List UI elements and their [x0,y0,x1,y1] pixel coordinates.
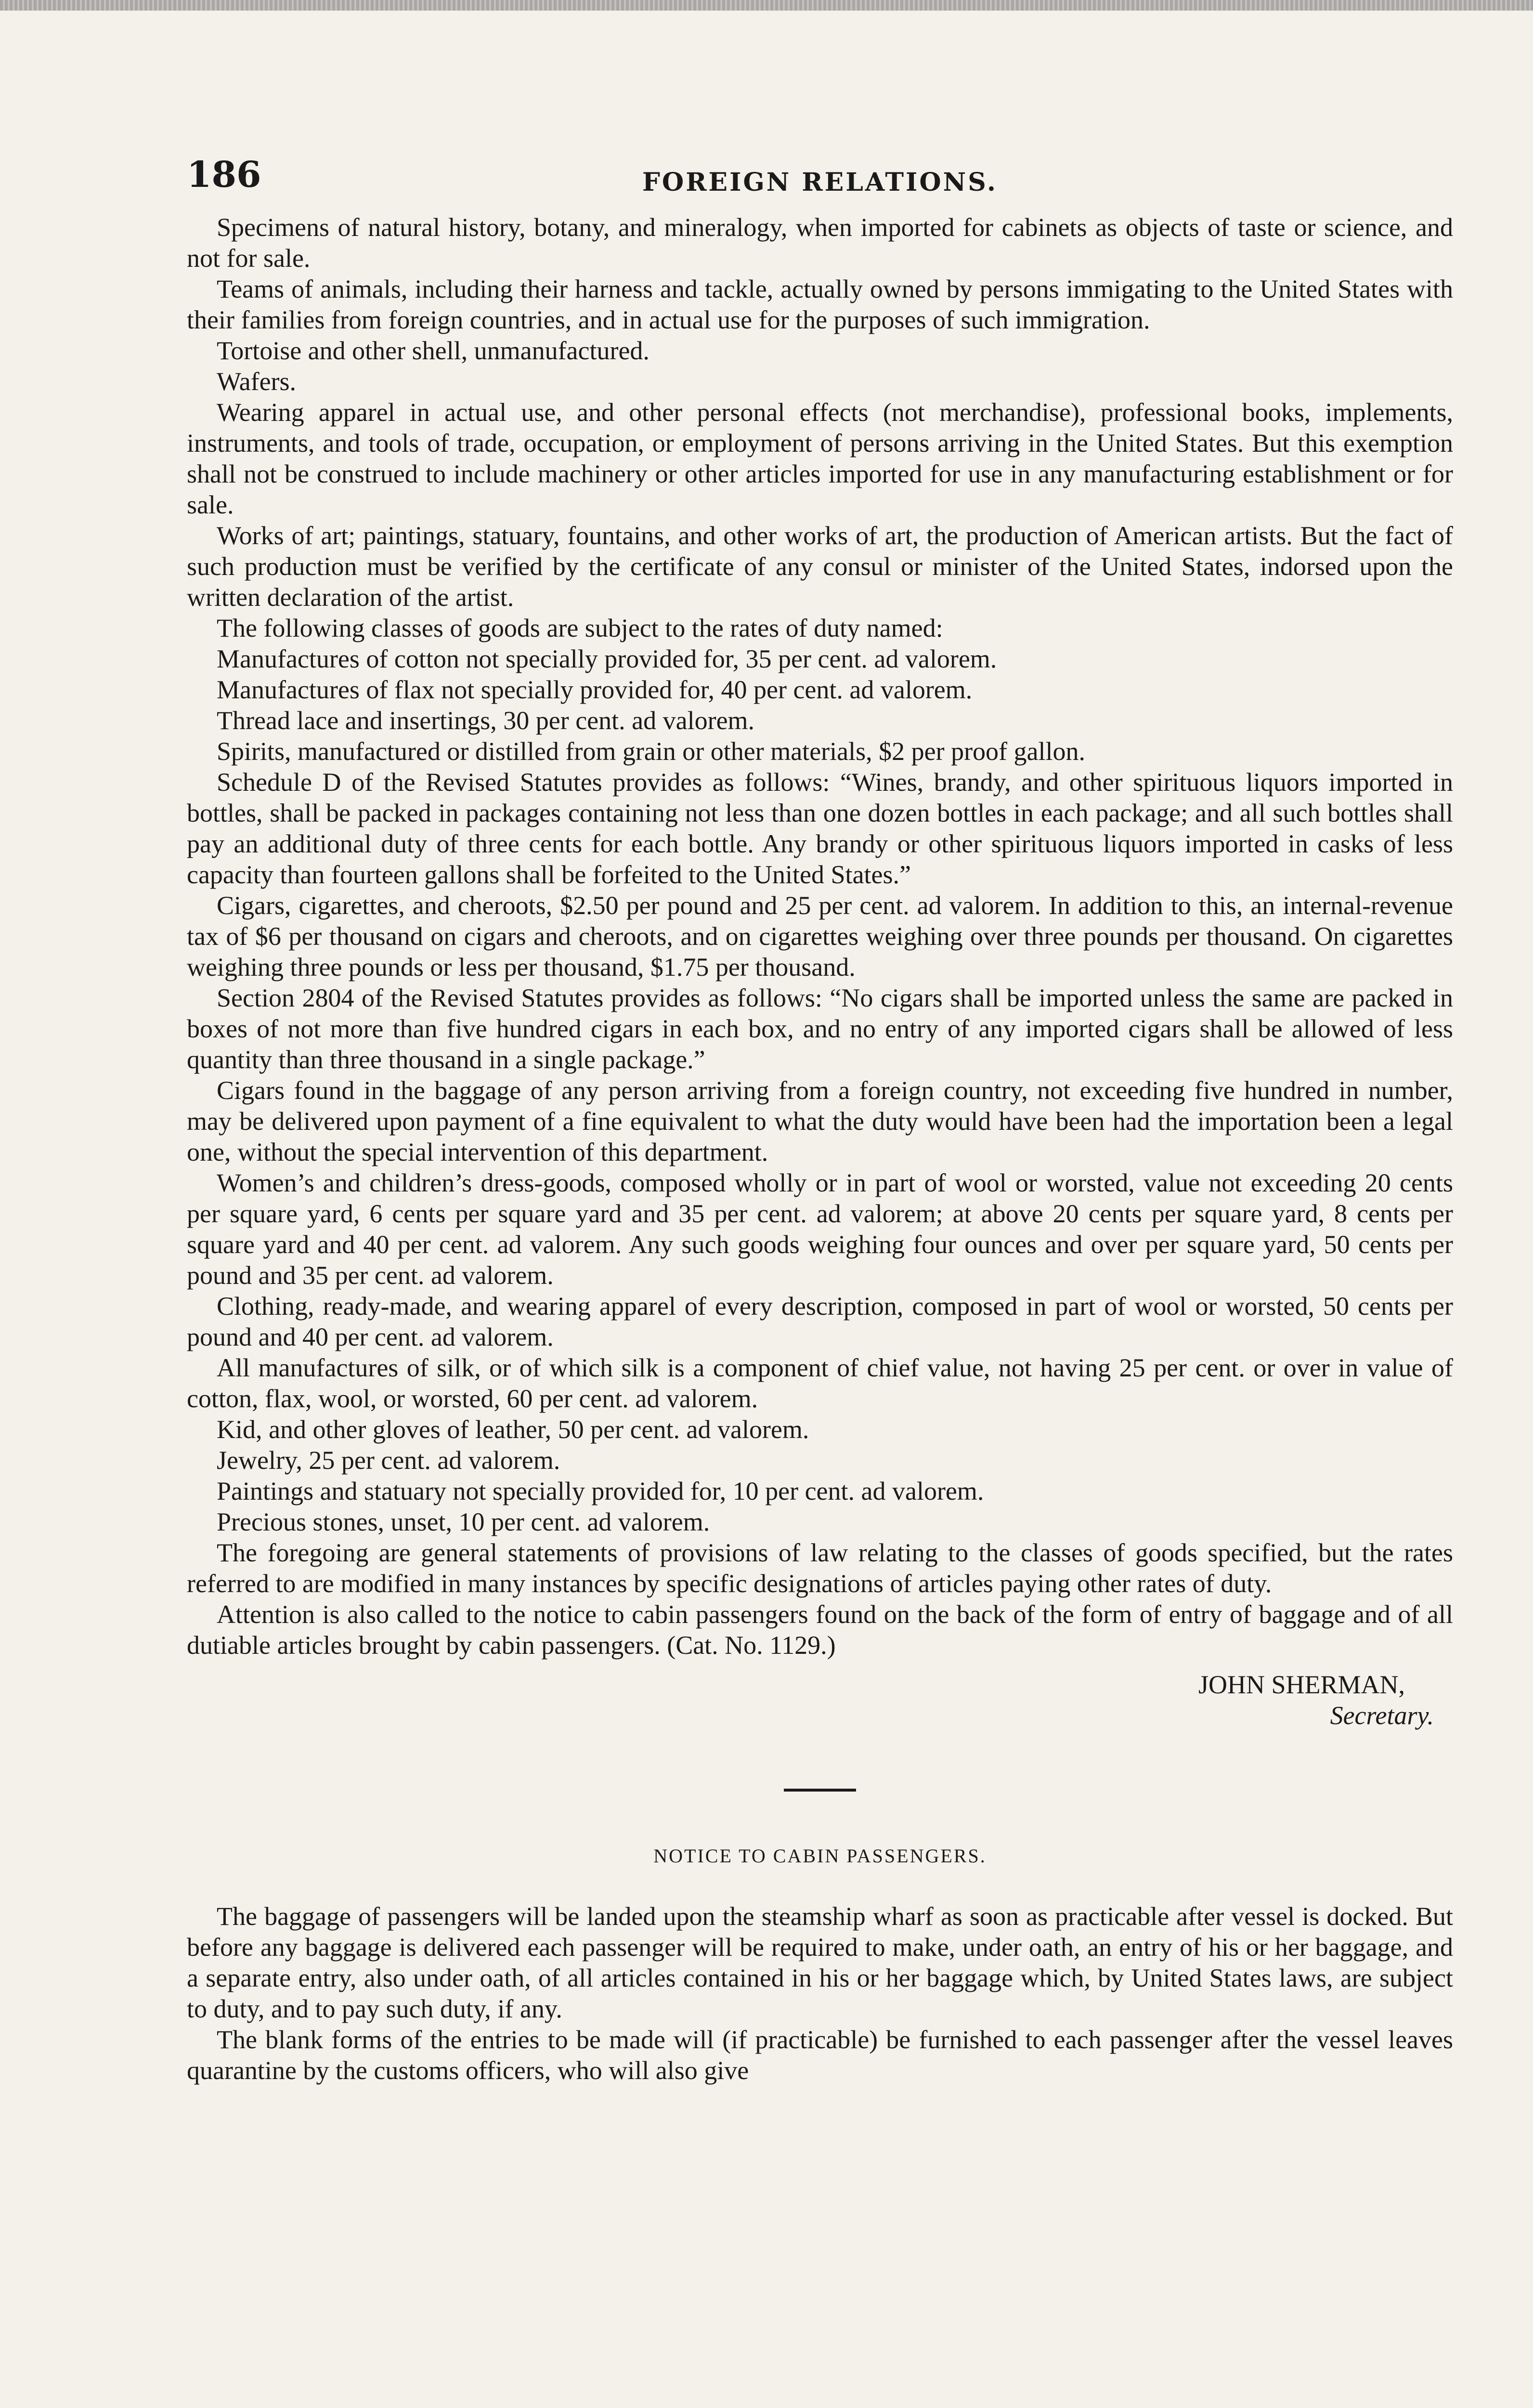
paragraph: Cigars found in the baggage of any person arriving from a foreign country, not exceeding five hundred in number, may be delivered upon payment of a fine equivalent to what the duty would have been had the importation been a legal one, without the special intervention of this department. [187,1076,1453,1166]
signatory-name: JOHN SHERMAN, [1198,1670,1405,1699]
running-head: FOREIGN RELATIONS. [642,168,998,197]
paragraph: The following classes of goods are subject to the rates of duty named: [217,614,943,642]
paragraph: Attention is also called to the notice to cabin passengers found on the back of the form of entry of baggage and of all dutiable articles brought by cabin passengers. (Cat. No. 1129.) [187,1600,1453,1660]
page-header [187,144,1453,197]
page-number: 186 [187,154,261,196]
paragraph: Paintings and statuary not specially provided for, 10 per cent. ad valorem. [217,1477,984,1505]
top-edge-rule [0,0,1533,11]
paragraph: Specimens of natural history, botany, and mineralogy, when imported for cabinets as objects of taste or science, and not for sale. [187,213,1453,273]
paragraph: Precious stones, unset, 10 per cent. ad valorem. [217,1507,710,1536]
paragraph: Kid, and other gloves of leather, 50 per cent. ad valorem. [217,1415,809,1444]
paragraph: Women’s and children’s dress-goods, composed wholly or in part of wool or worsted, value not exceeding 20 cents per square yard, 6 cents per square yard and 35 per cent. ad valorem; at above 20 cents per square yard, 8 cents per square yard and 40 per cent. ad valorem. Any such goods weighing four ounces and over per square yard, 50 cents per pound and 35 per cent. ad valorem. [187,1168,1453,1290]
paragraph: Schedule D of the Revised Statutes provides as follows: “Wines, brandy, and other spirituous liquors imported in bottles, shall be packed in packages containing not less than one dozen bottles in each package; and all such bottles shall pay an additional duty of three cents for each bottle. Any brandy or other spirituous liquors imported in casks of less capacity than fourteen gallons shall be forfeited to the United States.” [187,768,1453,889]
notice-paragraph: The blank forms of the entries to be made will (if practicable) be furnished to each passenger after the vessel leaves quarantine by the customs officers, who will also give [187,2025,1453,2085]
main-text [187,212,1453,1661]
paragraph: Wearing apparel in actual use, and other personal effects (not merchandise), professional books, implements, instruments, and tools of trade, occupation, or employment of persons arriving in the United States. But this exemption shall not be construed to include machinery or other articles imported for use in any manufacturing establishment or for sale. [187,398,1453,519]
paragraph: Section 2804 of the Revised Statutes provides as follows: “No cigars shall be imported unless the same are packed in boxes of not more than five hundred cigars in each box, and no entry of any imported cigars shall be allowed of less quantity than three thousand in a single package.” [187,983,1453,1074]
paragraph: The foregoing are general statements of provisions of law relating to the classes of goods specified, but the rates referred to are modified in many instances by specific designations of articles paying other rates of duty. [187,1538,1453,1598]
notice-text [187,1901,1453,2086]
paragraph: Manufactures of cotton not specially provided for, 35 per cent. ad valorem. [217,644,997,673]
paragraph: Jewelry, 25 per cent. ad valorem. [217,1446,560,1475]
signatory-title: Secretary. [1330,1701,1434,1730]
paragraph: All manufactures of silk, or of which silk is a component of chief value, not having 25 per cent. or over in value of cotton, flax, wool, or worsted, 60 per cent. ad valorem. [187,1353,1453,1413]
paragraph: Clothing, ready-made, and wearing apparel of every description, composed in part of wool or worsted, 50 cents per pound and 40 per cent. ad valorem. [187,1292,1453,1351]
paragraph: Works of art; paintings, statuary, fountains, and other works of art, the production of American artists. But the fact of such production must be verified by the certificate of any consul or minister of the United States, indorsed upon the written declaration of the artist. [187,521,1453,612]
notice-paragraph: The baggage of passengers will be landed upon the steamship wharf as soon as practicable after vessel is docked. But before any baggage is delivered each passenger will be required to make, under oath, an entry of his or her baggage, and a separate entry, also under oath, of all articles contained in his or her baggage which, by United States laws, are subject to duty, and to pay such duty, if any. [187,1902,1453,2023]
paragraph: Spirits, manufactured or distilled from grain or other materials, $2 per proof gallon. [217,737,1086,766]
paragraph: Teams of animals, including their harness and tackle, actually owned by persons immigating to the United States with their families from foreign countries, and in actual use for the purposes of such immigration. [187,275,1453,334]
signature-block [187,1669,1453,1731]
paragraph: Manufactures of flax not specially provided for, 40 per cent. ad valorem. [217,675,973,704]
document-page [187,144,1453,2086]
paragraph: Thread lace and insertings, 30 per cent. ad valorem. [217,706,755,735]
paragraph: Wafers. [217,367,297,396]
paragraph: Tortoise and other shell, unmanufactured. [217,336,650,365]
notice-heading: NOTICE TO CABIN PASSENGERS. [653,1845,987,1867]
section-divider [784,1789,856,1792]
paragraph: Cigars, cigarettes, and cheroots, $2.50 per pound and 25 per cent. ad valorem. In addition to this, an internal-revenue tax of $6 per thousand on cigars and cheroots, and on cigarettes weighing over three pounds per thousand. On cigarettes weighing three pounds or less per thousand, $1.75 per thousand. [187,891,1453,982]
